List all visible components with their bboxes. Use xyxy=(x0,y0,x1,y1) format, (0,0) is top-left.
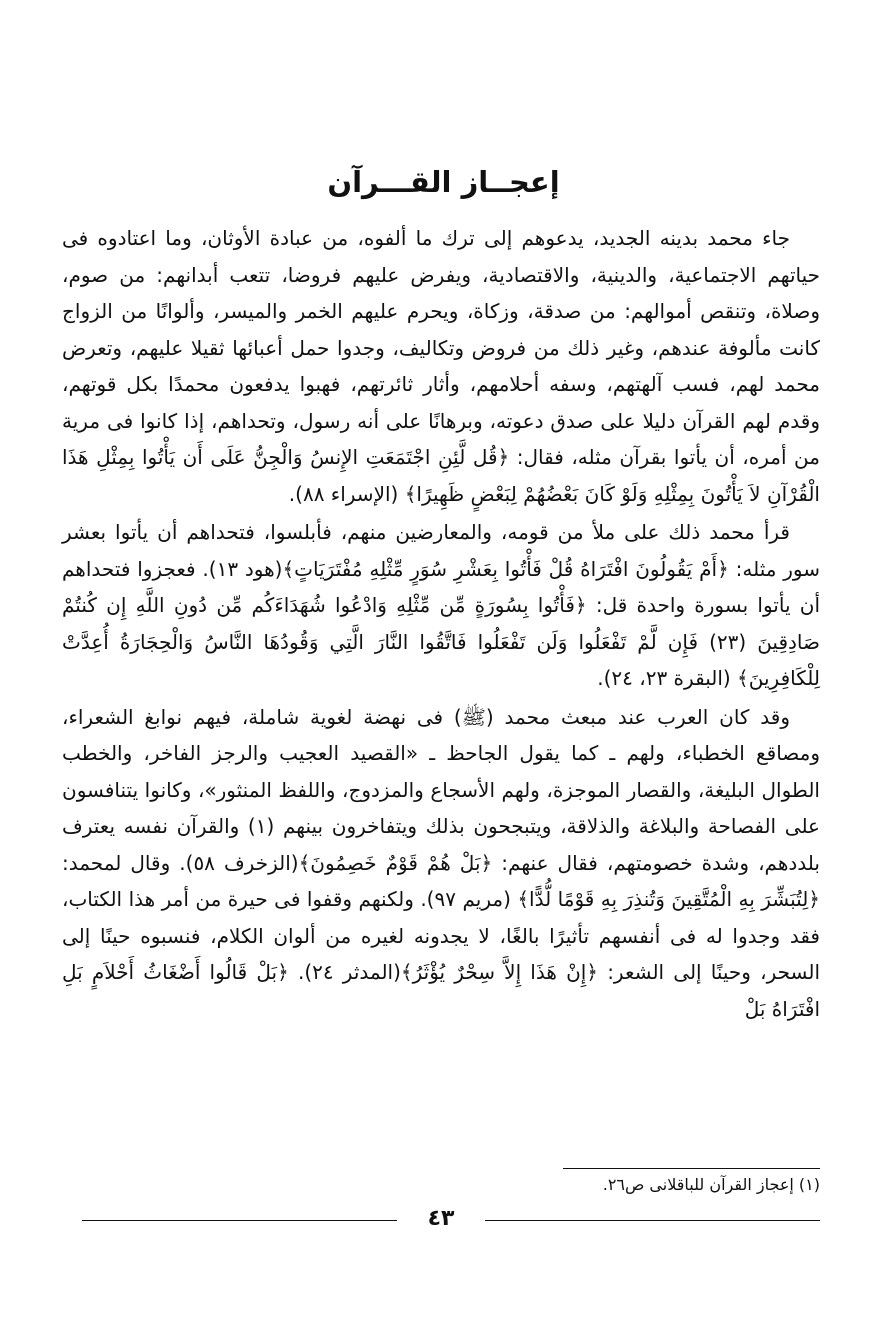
chapter-title: إعجــاز القـــرآن xyxy=(327,165,560,199)
page-footer xyxy=(62,1204,820,1234)
footer-rule-left xyxy=(82,1220,397,1221)
paragraph-3: وقد كان العرب عند مبعث محمد (ﷺ) فى نهضة لغوية شاملة، فيهم نوابغ الشعراء، ومصاقع الخطباء، ولهم ـ كما يقول الجاحظ ـ «القصيد العجيب والرجز الفاخر، والخطب الطوال البليغة، والقصار الموجزة، ولهم الأسجاع والمزدوج، واللفظ المنثور»، وكانوا يتنافسون على الفصاحة والبلاغة والذلاقة، ويتبجحون بذلك ويتفاخرون بينهم (١) والقرآن نفسه يعترف بلددهم، وشدة خصومتهم، فقال عنهم: ﴿بَلْ هُمْ قَوْمٌ خَصِمُونَ﴾(الزخرف ٥٨). وقال لمحمد: ﴿لِتُبَشِّرَ بِهِ الْمُتَّقِينَ وَتُنذِرَ بِهِ قَوْمًا لُّدًّا﴾ (مريم ٩٧). ولكنهم وقفوا فى حيرة من أمر هذا الكتاب، فقد وجدوا له فى أنفسهم تأثيرًا بالغًا، لا يجدونه لغيره من ألوان الكلام، فنسبوه حينًا إلى السحر، وحينًا إلى الشعر: ﴿إِنْ هَذَا إِلاَّ سِحْرٌ يُؤْثَرُ﴾(المدثر ٢٤). ﴿بَلْ قَالُوا أَضْغَاثُ أَحْلاَمٍ بَلِ افْتَرَاهُ بَلْ xyxy=(62,704,821,1021)
paragraph-2: قرأ محمد ذلك على ملأ من قومه، والمعارضين منهم، فأبلسوا، فتحداهم أن يأتوا بعشر سور مثله: ﴿أَمْ يَقُولُونَ افْتَرَاهُ قُلْ فَأْتُوا بِعَشْرِ سُوَرٍ مِّثْلِهِ مُفْتَرَيَاتٍ﴾(هود ١٣). فعجزوا فتحداهم أن يأتوا بسورة واحدة قل: ﴿فَأْتُوا بِسُورَةٍ مِّن مِّثْلِهِ وَادْعُوا شُهَدَاءَكُم مِّن دُونِ اللَّهِ إِن كُنتُمْ صَادِقِينَ (٢٣) فَإِن لَّمْ تَفْعَلُوا وَلَن تَفْعَلُوا فَاتَّقُوا النَّارَ الَّتِي وَقُودُهَا النَّاسُ وَالْحِجَارَةُ أُعِدَّتْ لِلْكَافِرِينَ﴾ (البقرة ٢٣، ٢٤). xyxy=(62,520,820,690)
paragraph-1: جاء محمد بدينه الجديد، يدعوهم إلى ترك ما ألفوه، من عبادة الأوثان، وما اعتادوه فى حياتهم الاجتماعية، والدينية، والاقتصادية، ويفرض عليهم فروضا، تتعب أبدانهم: من صوم، وصلاة، وتنقص أموالهم: من صدقة، وزكاة، ويحرم عليهم الخمر والميسر، وألوانًا من الزواج كانت مألوفة عندهم، وغير ذلك من فروض وتكاليف، وجدوا حمل أعبائها ثقيلا عليهم، وتعرض محمد لهم، فسب آلهتهم، وسفه أحلامهم، وأثار ثائرتهم، فهبوا يدفعون محمدًا بكل قوتهم، وقدم لهم القرآن دليلا على صدق دعوته، وبرهانًا على أنه رسول، وتحداهم، إذا كانوا فى مرية من أمره، أن يأتوا بقرآن مثله، فقال: ﴿قُل لَّئِنِ اجْتَمَعَتِ الإِنسُ وَالْجِنُّ عَلَى أَن يَأْتُوا بِمِثْلِ هَذَا الْقُرْآنِ لاَ يَأْتُونَ بِمِثْلِهِ وَلَوْ كَانَ بَعْضُهُمْ لِبَعْضٍ ظَهِيرًا﴾ (الإسراء ٨٨). xyxy=(62,226,820,506)
footnote-separator xyxy=(563,1168,820,1169)
footnote: (١) إعجاز القرآن للباقلانى ص٢٦. xyxy=(602,1175,820,1194)
body-text xyxy=(62,220,820,1027)
footer-rule-right xyxy=(485,1220,820,1221)
page-number: ٤٣ xyxy=(427,1206,455,1231)
